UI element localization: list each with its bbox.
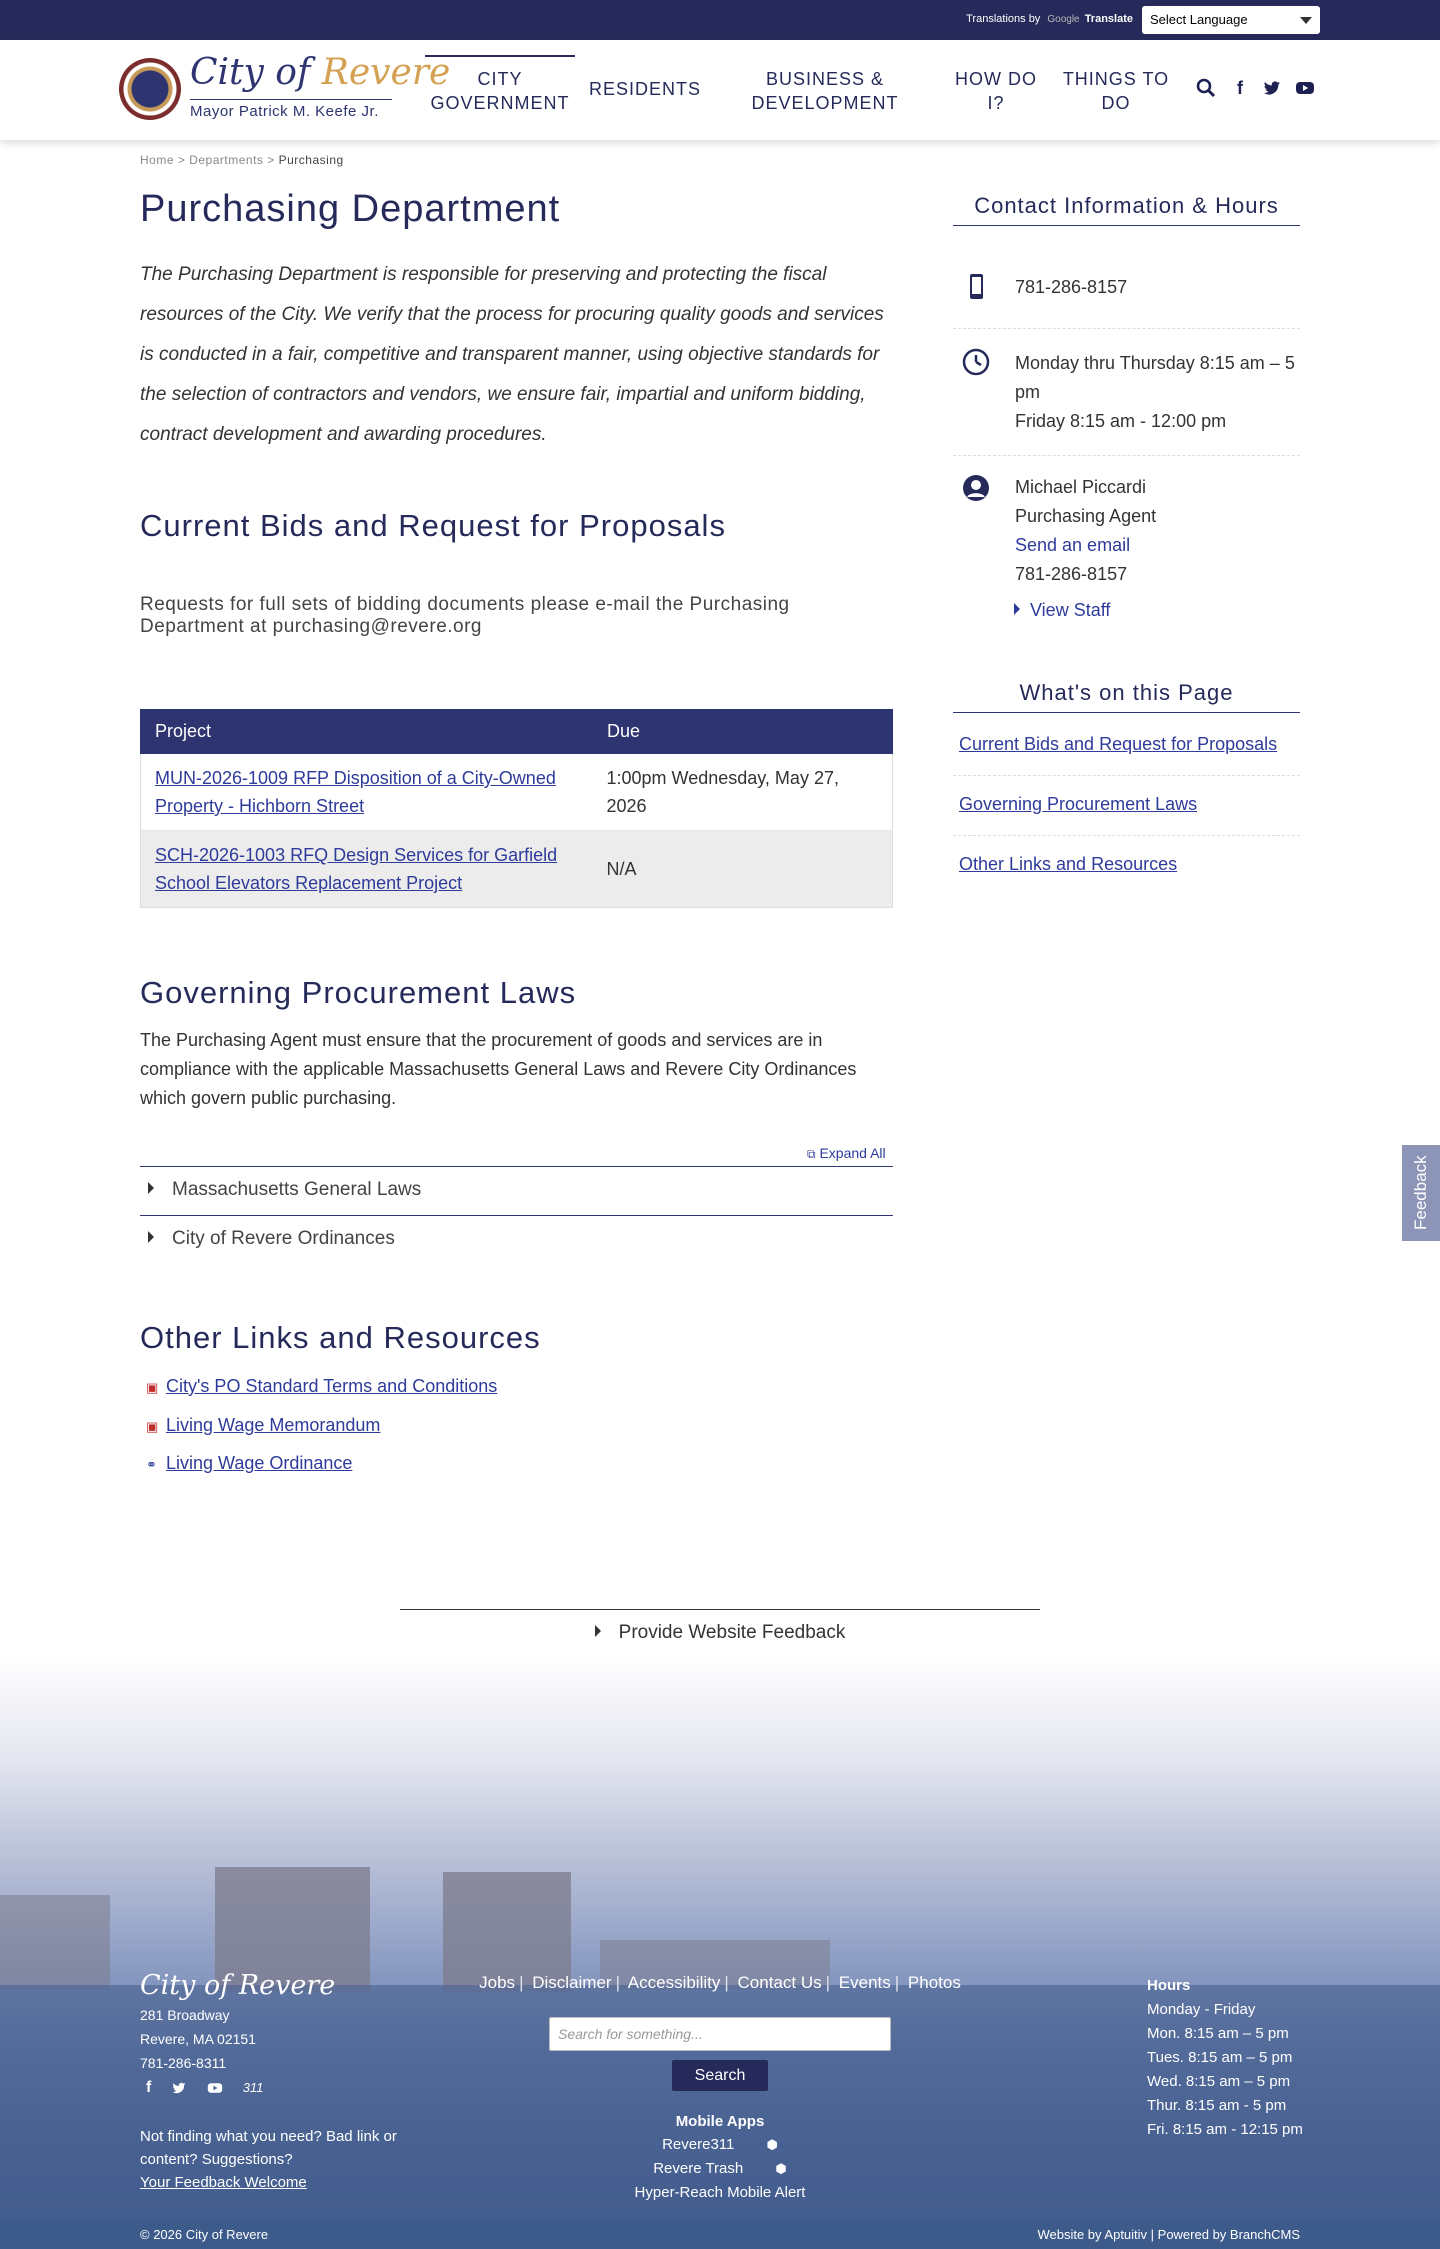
contact-name: Michael Piccardi — [1015, 477, 1147, 497]
toc-link-procurement-laws[interactable]: Governing Procurement Laws — [959, 794, 1198, 814]
footer-link-contact-us[interactable]: Contact Us — [737, 1973, 822, 1992]
footer-social — [146, 2079, 277, 2097]
translate-bar — [0, 0, 1440, 40]
project-cell — [141, 754, 593, 831]
language-select-value: Select Language — [1150, 12, 1248, 27]
footer-link-disclaimer[interactable]: Disclaimer — [532, 1973, 612, 1992]
caret-right-icon — [148, 1231, 154, 1243]
footer-search-input[interactable]: Search for something... — [549, 2017, 891, 2051]
search-icon[interactable] — [1196, 78, 1216, 98]
footer-search-button[interactable]: Search — [672, 2060, 768, 2091]
brand-divider — [190, 99, 392, 100]
contact-phone: 781-286-8157 — [1015, 564, 1128, 584]
hours-row — [953, 329, 1300, 456]
site-credit[interactable]: Website by Aptuitiv | Powered by BranchCMS — [1037, 2227, 1300, 2242]
contact-person-row — [953, 456, 1300, 646]
table-header-row — [141, 710, 893, 754]
expand-icon: ⧉ — [807, 1147, 816, 1161]
toc-heading: What's on this Page — [953, 677, 1300, 713]
hours-text: Monday thru Thursday 8:15 am – 5 pm Friday 8:15 am - 12:00 pm — [1015, 353, 1295, 431]
app-revere311: Revere311 ⬢ — [662, 2136, 778, 2153]
due-cell: 1:00pm Wednesday, May 27, 2026 — [593, 754, 893, 831]
mobile-apps-heading: Mobile Apps — [675, 2113, 765, 2130]
copyright: © 2026 City of Revere — [140, 2227, 269, 2242]
nav-city-government[interactable]: CITY GOVERNMENT — [425, 55, 575, 115]
accordion-massachusetts-general-laws[interactable]: Massachusetts General Laws — [148, 1179, 421, 1201]
youtube-icon[interactable] — [206, 2079, 228, 2096]
accordion-city-ordinances[interactable]: City of Revere Ordinances — [148, 1228, 395, 1250]
twitter-icon[interactable] — [170, 2079, 192, 2096]
laws-heading: Governing Procurement Laws — [140, 975, 577, 1010]
contact-title: Purchasing Agent — [1015, 506, 1157, 526]
feedback-tab[interactable]: Feedback — [1402, 1145, 1440, 1241]
language-select[interactable] — [1142, 6, 1320, 34]
footer-logo[interactable]: City of Revere — [140, 1970, 336, 2001]
youtube-icon[interactable] — [1295, 78, 1315, 98]
accordion-divider — [140, 1166, 893, 1167]
mayor-name: Mayor Patrick M. Keefe Jr. — [190, 103, 379, 120]
mobile-phone-icon — [961, 272, 991, 302]
column-header-project: Project — [141, 710, 593, 754]
city-seal-logo[interactable] — [119, 58, 181, 120]
toc-item — [953, 776, 1300, 836]
android-icon[interactable]: ⬢ — [775, 2161, 787, 2176]
column-header-due: Due — [593, 710, 893, 754]
contact-details — [1015, 473, 1156, 589]
send-email-link[interactable]: Send an email — [1015, 535, 1131, 555]
resource-link-living-wage-ordinance[interactable]: ⚭ Living Wage Ordinance — [146, 1453, 353, 1473]
pdf-icon: ▣ — [146, 1419, 159, 1434]
laws-text: The Purchasing Agent must ensure that the procurement of goods and services are in compliance with the applicable Massachusetts General Laws and Revere City Ordinances which govern public purchasing. — [140, 1030, 857, 1108]
breadcrumb-home[interactable]: Home — [140, 153, 175, 167]
caret-right-icon — [595, 1625, 601, 1637]
pdf-icon: ▣ — [146, 1380, 159, 1395]
revere-311-icon[interactable]: 311 — [242, 2080, 264, 2095]
google-translate-link[interactable]: Translate — [1084, 13, 1133, 25]
caret-right-icon — [148, 1182, 154, 1194]
android-icon[interactable]: ⬢ — [766, 2137, 778, 2152]
project-link[interactable]: MUN-2026-1009 RFP Disposition of a City-Owned Property - Hichborn Street — [155, 768, 556, 816]
bids-heading: Current Bids and Request for Proposals — [140, 508, 726, 543]
nav-residents[interactable]: RESIDENTS — [588, 79, 702, 99]
nav-how-do-i[interactable]: HOW DO I? — [955, 69, 1037, 113]
breadcrumb-departments[interactable]: Departments — [189, 153, 264, 167]
website-feedback-toggle[interactable]: Provide Website Feedback — [0, 1622, 1440, 1644]
google-logo: Google — [1047, 14, 1080, 25]
due-cell: N/A — [593, 831, 893, 908]
caret-right-icon — [1014, 603, 1020, 615]
toc-link-current-bids[interactable]: Current Bids and Request for Proposals — [959, 734, 1278, 754]
toc-link-other-links[interactable]: Other Links and Resources — [959, 854, 1178, 874]
site-header — [0, 40, 1440, 140]
project-link[interactable]: SCH-2026-1003 RFQ Design Services for Garfield School Elevators Replacement Project — [155, 845, 558, 893]
link-icon: ⚭ — [146, 1457, 157, 1472]
resource-link-living-wage-memo[interactable]: ▣ Living Wage Memorandum — [146, 1415, 381, 1435]
brand-title[interactable]: City of Revere — [190, 52, 451, 93]
breadcrumb: Home > Departments > Purchasing — [140, 153, 344, 167]
translations-by: Translations by Google Translate — [966, 13, 1133, 25]
footer-links: Jobs | Disclaimer | Accessibility | Contact Us | Events | Photos — [479, 1973, 961, 1992]
footer-link-photos[interactable]: Photos — [907, 1973, 961, 1992]
footer-feedback-note: Not finding what you need? Bad link or content? Suggestions? Your Feedback Welcome — [140, 2128, 397, 2191]
user-circle-icon — [961, 473, 991, 503]
breadcrumb-current: Purchasing — [278, 153, 344, 167]
nav-things-to-do[interactable]: THINGS TO DO — [1062, 69, 1170, 113]
table-row — [141, 831, 893, 908]
expand-all-button[interactable]: ⧉ Expand All — [807, 1145, 886, 1161]
app-revere-trash: Revere Trash ⬢ — [653, 2160, 787, 2177]
facebook-icon[interactable]: f — [146, 2079, 152, 2096]
table-row — [141, 754, 893, 831]
bids-note: Requests for full sets of bidding documents please e-mail the Purchasing Department at purchasing@revere.org — [140, 594, 790, 637]
footer-address: 281 Broadway Revere, MA 02151 781-286-8311 — [140, 2007, 256, 2071]
footer-link-jobs[interactable]: Jobs — [479, 1973, 516, 1992]
bids-table — [140, 709, 893, 908]
footer-link-events[interactable]: Events — [838, 1973, 891, 1992]
facebook-icon[interactable]: f — [1237, 78, 1243, 98]
links-heading: Other Links and Resources — [140, 1320, 541, 1355]
intro-text: The Purchasing Department is responsible for preserving and protecting the fiscal resources of the City. We verify that the process for procuring quality goods and services is conducted in a fair, competitive and transparent manner, using objective standards for the selection of contractors and vendors, we ensure fair, impartial and uniform bidding, contract development and awarding procedures. — [140, 264, 884, 445]
toc-item — [953, 836, 1300, 896]
footer-hours: Hours Monday - Friday Mon. 8:15 am – 5 pm Tues. 8:15 am – 5 pm Wed. 8:15 am – 5 pm Thur. 8:15 am - 5 pm Fri. 8:15 am - 12:15 pm — [1147, 1977, 1303, 2138]
twitter-icon[interactable] — [1262, 78, 1282, 98]
view-staff-toggle[interactable]: View Staff — [1014, 600, 1110, 621]
project-cell — [141, 831, 593, 908]
accordion-divider — [140, 1215, 893, 1216]
chevron-down-icon — [1300, 17, 1312, 24]
app-hyper-reach[interactable]: Hyper-Reach Mobile Alert — [634, 2184, 806, 2201]
footer-link-accessibility[interactable]: Accessibility — [627, 1973, 721, 1992]
page-title: Purchasing Department — [140, 188, 561, 230]
footer-feedback-link[interactable]: Your Feedback Welcome — [140, 2174, 307, 2191]
resource-link-po-terms[interactable]: ▣ City's PO Standard Terms and Conditions — [146, 1376, 498, 1396]
toc-item — [953, 716, 1300, 776]
feedback-divider — [400, 1609, 1040, 1610]
contact-phone-row — [953, 256, 1300, 329]
contact-heading: Contact Information & Hours — [953, 190, 1300, 226]
phone-number: 781-286-8157 — [1015, 277, 1128, 297]
nav-business-development[interactable]: BUSINESS & DEVELOPMENT — [751, 69, 899, 113]
clock-icon — [961, 347, 991, 377]
